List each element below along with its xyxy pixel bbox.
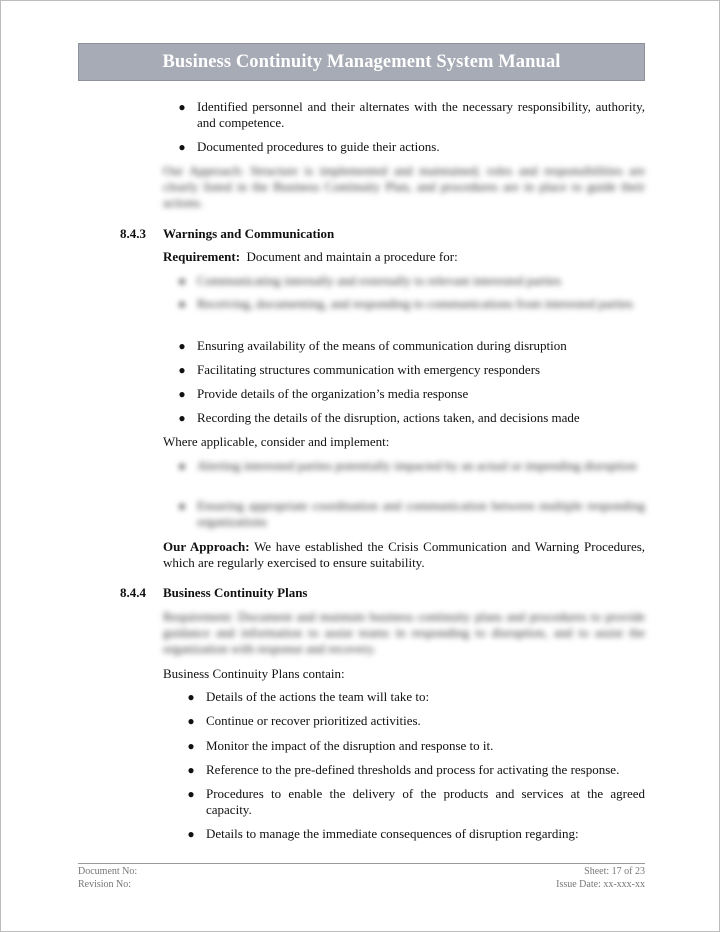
list-item: ● Identified personnel and their alternates with the necessary responsibility, authority, and competence. xyxy=(178,99,645,130)
approach-paragraph: Our Approach: We have established the Crisis Communication and Warning Procedures, which are regularly exercised to ensure suitability. xyxy=(163,539,646,570)
list-item: ● Ensuring appropriate coordination and communication between multiple responding organizations xyxy=(178,498,645,529)
document-title: Business Continuity Management System Manual xyxy=(162,51,561,72)
footer-divider xyxy=(78,863,645,864)
list-item: ● Facilitating structures communication with emergency responders xyxy=(178,362,541,377)
list-item: ● Alerting interested parties potentially impacted by an actual or impending disruption xyxy=(178,458,637,473)
bullet-icon: ● xyxy=(178,140,186,154)
list-item: ● Communicating internally and externally to relevant interested parties xyxy=(178,273,562,288)
blurred-approach-paragraph: Our Approach: Structure is implemented and maintained; roles and responsibilities are clearly listed in the Business Continuity Plan, and procedures are in place to guide their actions. xyxy=(163,163,645,210)
where-applicable-text: Where applicable, consider and implement: xyxy=(163,434,390,449)
blurred-requirement-paragraph: Requirement: Document and maintain business continuity plans and procedures to provide guidance and information to assist teams in responding to disruption, and to assist the organization with response and recovery. xyxy=(163,609,645,656)
bullet-icon: ● xyxy=(187,690,195,704)
bullet-icon: ● xyxy=(178,339,186,353)
bullet-icon: ● xyxy=(178,363,186,377)
bullet-icon: ● xyxy=(187,714,195,728)
bullet-icon: ● xyxy=(187,787,195,801)
list-item: ● Recording the details of the disruption, actions taken, and decisions made xyxy=(178,410,580,425)
list-item: ● Continue or recover prioritized activities. xyxy=(187,713,421,728)
list-item: ● Provide details of the organization’s media response xyxy=(178,386,469,401)
section-title: Warnings and Communication xyxy=(163,226,335,241)
bullet-icon: ● xyxy=(178,387,186,401)
bullet-icon: ● xyxy=(187,827,195,841)
list-item: ● Details of the actions the team will take to: xyxy=(187,689,430,704)
plans-contain-text: Business Continuity Plans contain: xyxy=(163,666,345,681)
section-number: 8.4.4 xyxy=(120,585,146,600)
list-item: ● Details to manage the immediate consequences of disruption regarding: xyxy=(187,826,579,841)
requirement-paragraph: Requirement: Document and maintain a procedure for: xyxy=(163,249,458,264)
footer-revision-no: Revision No: xyxy=(78,879,132,890)
list-item: ● Documented procedures to guide their actions. xyxy=(178,139,440,154)
footer-document-no: Document No: xyxy=(78,866,138,877)
bullet-icon: ● xyxy=(178,100,186,114)
list-item: ● Receiving, documenting, and responding to communications from interested parties xyxy=(178,296,634,311)
approach-label: Our Approach: xyxy=(163,539,250,554)
list-item: ● Ensuring availability of the means of communication during disruption xyxy=(178,338,567,353)
bullet-icon: ● xyxy=(187,763,195,777)
section-title: Business Continuity Plans xyxy=(163,585,308,600)
bullet-icon: ● xyxy=(178,499,186,513)
requirement-label: Requirement: xyxy=(163,249,241,264)
list-item: ● Procedures to enable the delivery of the products and services at the agreed capacity. xyxy=(187,786,645,817)
bullet-icon: ● xyxy=(178,274,186,288)
bullet-icon: ● xyxy=(178,459,186,473)
document-header xyxy=(78,43,645,81)
list-item: ● Monitor the impact of the disruption and response to it. xyxy=(187,738,494,753)
footer-issue-date: Issue Date: xx-xxx-xx xyxy=(556,879,645,890)
footer-sheet: Sheet: 17 of 23 xyxy=(584,866,645,877)
list-item: ● Reference to the pre-defined thresholds and process for activating the response. xyxy=(187,762,620,777)
bullet-icon: ● xyxy=(178,411,186,425)
bullet-icon: ● xyxy=(187,739,195,753)
bullet-icon: ● xyxy=(178,297,186,311)
section-number: 8.4.3 xyxy=(120,226,146,241)
